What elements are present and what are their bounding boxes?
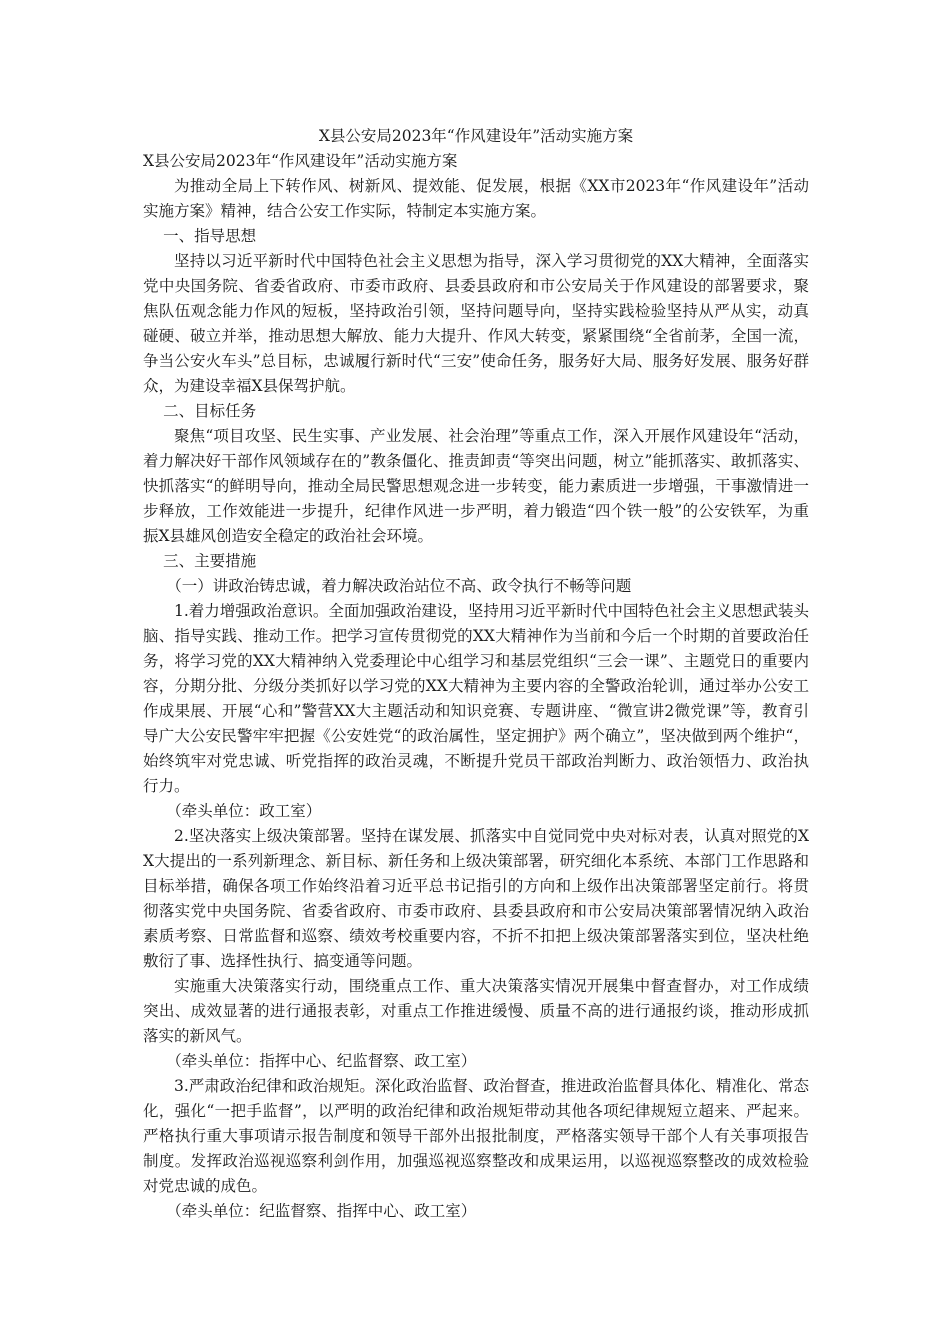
subsection-heading-politics: （一）讲政治铸忠诚，着力解决政治站位不高、政令执行不畅等问题	[166, 577, 632, 595]
measure-item-2-continued: 实施重大决策落实行动，围绕重点工作、重大决策落实情况开展集中督查督办，对工作成绩突出、成效显著的进行通报表彰，对重点工作推进缓慢、质量不高的进行通报约谈，推动形成抓落实的新风气。	[143, 977, 809, 1045]
measure-item-1: 1.着力增强政治意识。全面加强政治建设，坚持用习近平新时代中国特色社会主义思想武装头脑、指导实践、推动工作。把学习宣传贯彻党的XX大精神作为当前和今后一个时期的首要政治任务，将学习党的XX大精神纳入党委理论中心组学习和基层党组织“三会一课”、主题党日的重要内容，分期分批、分级分类抓好以学习党的XX大精神为主要内容的全警政治轮训，通过举办公安工作成果展、开展“心和”警营XX大主题活动和知识竞赛、专题讲座、“微宣讲2微党课”等，教育引导广大公安民警牢牢把握《公安姓党“的政治属性，坚定拥护》两个确立”，坚决做到两个维护“，始终筑牢对党忠诚、听党指挥的政治灵魂，不断提升党员干部政治判断力、政治领悟力、政治执行力。	[143, 602, 809, 795]
section-heading-measures: 三、主要措施	[163, 552, 257, 570]
section-heading-goals: 二、目标任务	[163, 402, 257, 420]
measure-item-2: 2.坚决落实上级决策部署。坚持在谋发展、抓落实中自觉同党中央对标对表，认真对照党的XX大提出的一系列新理念、新目标、新任务和上级决策部署，研究细化本系统、本部门工作思路和目标举措，确保各项工作始终沿着习近平总书记指引的方向和上级作出决策部署坚定前行。将贯彻落实党中央国务院、省委省政府、市委市政府、县委县政府和市公安局决策部署情况纳入政治素质考察、日常监督和巡察、绩效考校重要内容，不折不扣把上级决策部署落实到位，坚决杜绝敷衍了事、选择性执行、搞变通等问题。	[143, 827, 809, 970]
section-heading-guiding-ideology: 一、指导思想	[163, 227, 257, 245]
document-subtitle: X县公安局2023年“作风建设年”活动实施方案	[143, 152, 458, 170]
measure-item-3: 3.严肃政治纪律和政治规矩。深化政治监督、政治督查，推进政治监督具体化、精准化、常态化，强化“一把手监督”，以严明的政治纪律和政治规矩带动其他各项纪律规短立超来、严起来。严格执行重大事项请示报告制度和领导干部外出报批制度，严格落实领导干部个人有关事项报告制度。发挥政治巡视巡察利剑作用，加强巡视巡察整改和成果运用，以巡视巡察整改的成效检验对党忠诚的成色。	[143, 1077, 809, 1195]
section-body-guiding-ideology: 坚持以习近平新时代中国特色社会主义思想为指导，深入学习贯彻党的XX大精神，全面落实党中央国务院、省委省政府、市委市政府、县委县政府和市公安局关于作风建设的部署要求，聚焦队伍观念能力作风的短板，坚持政治引领，坚持问题导向，坚持实践检验坚持从严从实，动真碰硬、破立并举，推动思想大解放、能力大提升、作风大转变，紧紧围绕“全省前茅，全国一流，争当公安火车头”总目标，忠诚履行新时代“三安”使命任务，服务好大局、服务好发展、服务好群众，为建设幸福X县保驾护航。	[143, 252, 809, 395]
lead-unit-1: （牵头单位：政工室）	[166, 802, 322, 820]
document-title: X县公安局2023年“作风建设年”活动实施方案	[318, 127, 634, 145]
section-body-goals: 聚焦“项目攻坚、民生实事、产业发展、社会治理”等重点工作，深入开展作风建设年“活动，着力解决好干部作风领域存在的”教条僵化、推责卸责“等突出问题，树立”能抓落实、敢抓落实、快抓落实“的鲜明导向，推动全局民警思想观念进一步转变，能力素质进一步增强，干事激情进一步释放，工作效能进一步提升，纪律作风进一步严明，着力锻造“四个铁一般”的公安铁军，为重振X县雄风创造安全稳定的政治社会环境。	[143, 427, 809, 545]
intro-paragraph: 为推动全局上下转作风、树新风、提效能、促发展，根据《XX市2023年“作风建设年”活动实施方案》精神，结合公安工作实际，特制定本实施方案。	[143, 177, 809, 220]
lead-unit-3: （牵头单位：纪监督察、指挥中心、政工室）	[166, 1202, 477, 1220]
lead-unit-2: （牵头单位：指挥中心、纪监督察、政工室）	[166, 1052, 477, 1070]
document-page	[143, 124, 809, 1224]
